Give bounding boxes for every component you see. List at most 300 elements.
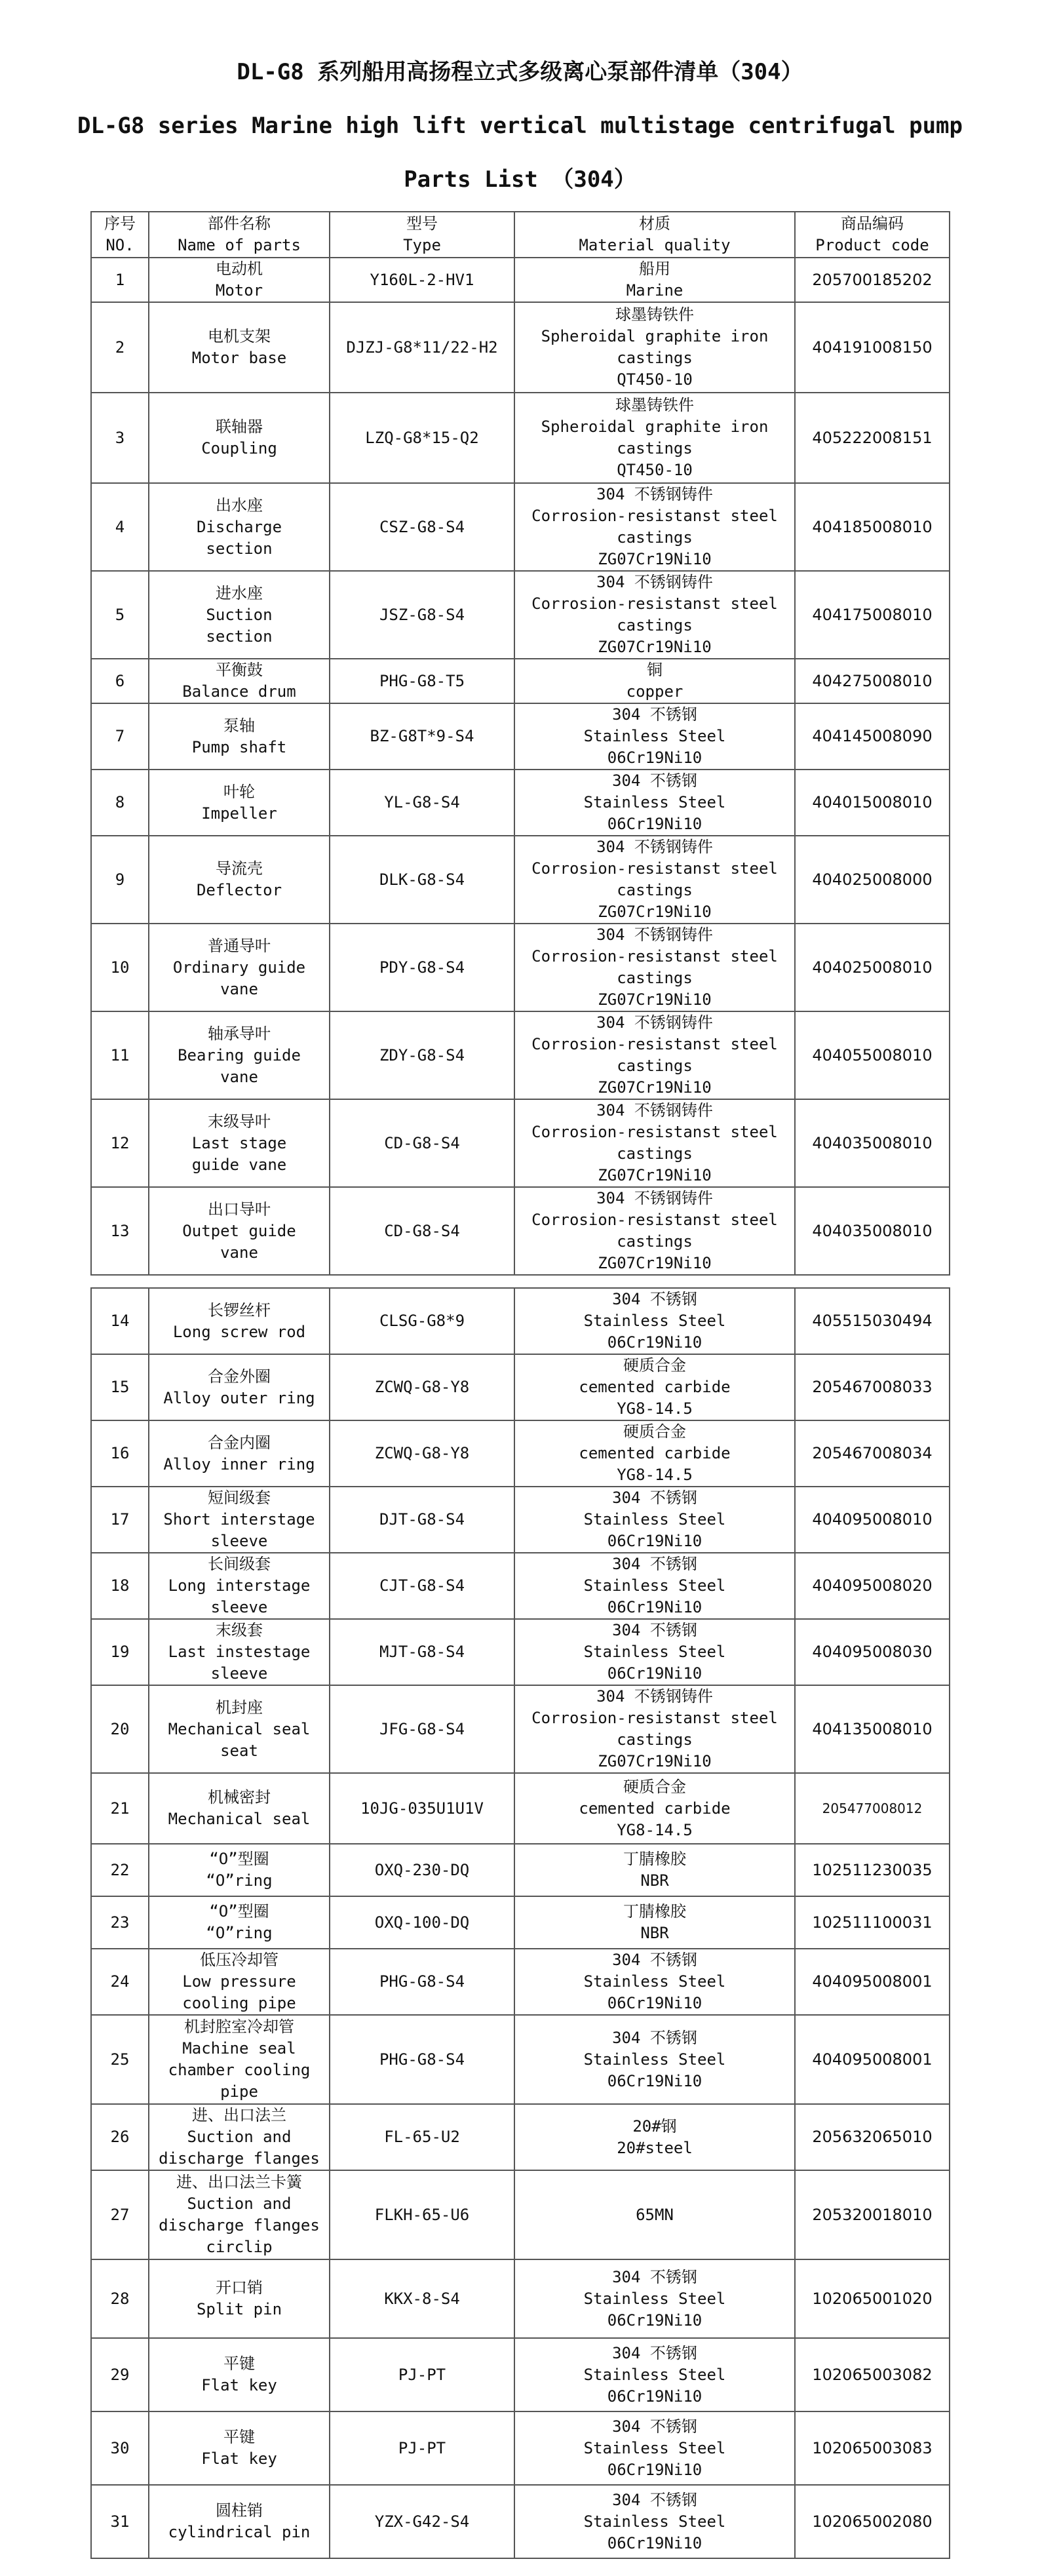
cell-name xyxy=(149,1949,330,2015)
cell-material-line: 304 不锈钢 xyxy=(612,1489,697,1507)
cell-material-line: 丁腈橡胶 xyxy=(623,1902,686,1921)
cell-type: PDY-G8-S4 xyxy=(330,924,514,1011)
cell-name xyxy=(149,2485,330,2558)
cell-type: ZCWQ-G8-Y8 xyxy=(330,1354,514,1420)
cell-name-line: 合金内圈 xyxy=(208,1433,271,1452)
cell-material-line: ZG07Cr19Ni10 xyxy=(598,1752,712,1770)
cell-no: 16 xyxy=(91,1420,149,1487)
cell-material-line: castings xyxy=(617,1057,693,1075)
cell-material xyxy=(514,1288,795,1354)
cell-material-line: Stainless Steel xyxy=(583,1576,726,1595)
cell-name-line: 机械密封 xyxy=(208,1788,271,1806)
cell-code: 205320018010 xyxy=(795,2170,950,2259)
cell-name-line: Machine seal xyxy=(182,2039,296,2058)
table-row xyxy=(91,836,950,924)
cell-name-line: seat xyxy=(220,1741,258,1760)
cell-no: 28 xyxy=(91,2259,149,2338)
cell-code: 102511230035 xyxy=(795,1844,950,1896)
cell-name xyxy=(149,2170,330,2259)
cell-code: 404015008010 xyxy=(795,770,950,836)
cell-name-line: 机封腔室冷却管 xyxy=(184,2018,294,2036)
cell-type: FL-65-U2 xyxy=(330,2104,514,2170)
cell-code: 205467008034 xyxy=(795,1420,950,1487)
cell-material-line: 06Cr19Ni10 xyxy=(607,815,703,833)
cell-material-line: castings xyxy=(617,1730,693,1749)
header-material xyxy=(514,212,795,258)
cell-material-line: castings xyxy=(617,1144,693,1163)
cell-no: 2 xyxy=(91,302,149,393)
cell-material xyxy=(514,1619,795,1685)
cell-material-line: Corrosion-resistanst steel xyxy=(531,1211,778,1229)
cell-material-line: Stainless Steel xyxy=(583,727,726,745)
cell-name-line: 出水座 xyxy=(216,496,263,515)
cell-material-line: Stainless Steel xyxy=(583,1312,726,1330)
cell-type: LZQ-G8*15-Q2 xyxy=(330,393,514,483)
cell-name-line: “O”ring xyxy=(206,1924,273,1942)
cell-no: 21 xyxy=(91,1773,149,1844)
cell-no: 9 xyxy=(91,836,149,924)
table-row xyxy=(91,924,950,1011)
cell-material-line: 06Cr19Ni10 xyxy=(607,2071,703,2090)
cell-material-line: 06Cr19Ni10 xyxy=(607,2533,703,2552)
cell-material xyxy=(514,770,795,836)
cell-name-line: 进水座 xyxy=(216,583,263,602)
header-name xyxy=(149,212,330,258)
cell-no: 29 xyxy=(91,2338,149,2411)
cell-name-line: Alloy inner ring xyxy=(163,1454,315,1473)
cell-no: 6 xyxy=(91,659,149,703)
cell-name-line: Flat key xyxy=(201,2376,277,2394)
cell-material-line: 304 不锈钢 xyxy=(612,2267,697,2286)
header-code-zh: 商品编码 xyxy=(841,214,904,233)
table-row xyxy=(91,1553,950,1619)
cell-material-line: YG8-14.5 xyxy=(617,1820,693,1839)
cell-material-line: 304 不锈钢铸件 xyxy=(596,926,713,944)
cell-name-line: 末级导叶 xyxy=(208,1112,271,1131)
cell-name xyxy=(149,1844,330,1896)
cell-name-line: guide vane xyxy=(191,1155,287,1174)
cell-material-line: cemented carbide xyxy=(579,1444,731,1462)
cell-name-line: vane xyxy=(220,1243,258,1262)
cell-material-line: ZG07Cr19Ni10 xyxy=(598,990,712,1009)
cell-material-line: Stainless Steel xyxy=(583,793,726,811)
cell-name-line: 圆柱销 xyxy=(216,2501,263,2520)
header-no-zh: 序号 xyxy=(104,214,136,233)
cell-material-line: Stainless Steel xyxy=(583,1972,726,1991)
cell-code: 404135008010 xyxy=(795,1685,950,1773)
cell-type: DJT-G8-S4 xyxy=(330,1487,514,1553)
cell-material-line: NBR xyxy=(640,1924,669,1942)
cell-material-line: 06Cr19Ni10 xyxy=(607,1664,703,1683)
cell-material xyxy=(514,1685,795,1773)
cell-material-line: 06Cr19Ni10 xyxy=(607,1333,703,1352)
cell-no: 1 xyxy=(91,258,149,302)
cell-name-line: Discharge xyxy=(196,517,282,536)
cell-material-line: ZG07Cr19Ni10 xyxy=(598,1254,712,1272)
cell-type: ZCWQ-G8-Y8 xyxy=(330,1420,514,1487)
cell-name-line: chamber cooling xyxy=(168,2061,311,2079)
table-row xyxy=(91,1420,950,1487)
cell-material-line: 球墨铸铁件 xyxy=(615,305,694,324)
cell-code: 102065002080 xyxy=(795,2485,950,2558)
cell-material-line: YG8-14.5 xyxy=(617,1466,693,1484)
cell-name-line: Bearing guide xyxy=(178,1045,301,1064)
cell-material-line: Stainless Steel xyxy=(583,1643,726,1661)
cell-material xyxy=(514,1487,795,1553)
cell-no: 11 xyxy=(91,1011,149,1099)
cell-material-line: ZG07Cr19Ni10 xyxy=(598,1078,712,1097)
cell-name xyxy=(149,1553,330,1619)
cell-material-line: 06Cr19Ni10 xyxy=(607,1598,703,1616)
cell-no: 26 xyxy=(91,2104,149,2170)
cell-name-line: 平衡鼓 xyxy=(216,661,263,679)
cell-material-line: Stainless Steel xyxy=(583,2438,726,2457)
table-header-row xyxy=(91,212,950,258)
cell-code: 404025008010 xyxy=(795,924,950,1011)
cell-type: PHG-G8-S4 xyxy=(330,2015,514,2104)
cell-no: 15 xyxy=(91,1354,149,1420)
cell-no: 5 xyxy=(91,571,149,659)
cell-no: 18 xyxy=(91,1553,149,1619)
cell-name-line: discharge flanges xyxy=(159,2216,320,2234)
cell-material-line: castings xyxy=(617,349,693,367)
cell-type: 10JG-035U1U1V xyxy=(330,1773,514,1844)
cell-name-line: vane xyxy=(220,979,258,998)
cell-material xyxy=(514,1949,795,2015)
cell-name-line: 出口导叶 xyxy=(208,1200,271,1219)
cell-name-line: 长间级套 xyxy=(208,1555,271,1573)
cell-type: FLKH-65-U6 xyxy=(330,2170,514,2259)
cell-name xyxy=(149,2411,330,2485)
cell-type: YL-G8-S4 xyxy=(330,770,514,836)
cell-material-line: Stainless Steel xyxy=(583,2289,726,2308)
cell-name xyxy=(149,2259,330,2338)
table-row xyxy=(91,1896,950,1949)
cell-material-line: castings xyxy=(617,1232,693,1251)
cell-code: 404055008010 xyxy=(795,1011,950,1099)
cell-material xyxy=(514,2338,795,2411)
cell-name-line: Deflector xyxy=(196,881,282,899)
cell-material xyxy=(514,483,795,571)
cell-name-line: 叶轮 xyxy=(223,782,255,801)
header-material-zh: 材质 xyxy=(639,214,670,233)
cell-no: 3 xyxy=(91,393,149,483)
cell-name-line: cylindrical pin xyxy=(168,2523,311,2541)
cell-type: BZ-G8T*9-S4 xyxy=(330,703,514,770)
header-material-en: Material quality xyxy=(579,236,731,254)
cell-name xyxy=(149,1896,330,1949)
cell-material-line: ZG07Cr19Ni10 xyxy=(598,638,712,656)
cell-material xyxy=(514,659,795,703)
cell-material-line: Corrosion-resistanst steel xyxy=(531,859,778,878)
cell-material xyxy=(514,2411,795,2485)
cell-material-line: 硬质合金 xyxy=(623,1422,686,1441)
cell-type: JSZ-G8-S4 xyxy=(330,571,514,659)
cell-type: JFG-G8-S4 xyxy=(330,1685,514,1773)
cell-no: 12 xyxy=(91,1099,149,1187)
cell-name-line: 平键 xyxy=(223,2354,255,2373)
cell-name xyxy=(149,258,330,302)
cell-code: 404035008010 xyxy=(795,1187,950,1275)
cell-name xyxy=(149,1487,330,1553)
cell-type: MJT-G8-S4 xyxy=(330,1619,514,1685)
cell-material xyxy=(514,836,795,924)
cell-material-line: 304 不锈钢 xyxy=(612,2490,697,2509)
cell-type: DJZJ-G8*11/22-H2 xyxy=(330,302,514,393)
cell-material-line: Marine xyxy=(626,281,684,300)
cell-type: CD-G8-S4 xyxy=(330,1099,514,1187)
cell-material-line: 65MN xyxy=(636,2205,674,2224)
cell-name xyxy=(149,770,330,836)
cell-material-line: castings xyxy=(617,439,693,458)
cell-name xyxy=(149,393,330,483)
cell-material-line: Corrosion-resistanst steel xyxy=(531,947,778,966)
cell-material-line: 硬质合金 xyxy=(623,1777,686,1796)
cell-name-line: sleeve xyxy=(210,1598,268,1616)
table-row xyxy=(91,483,950,571)
table-row xyxy=(91,1685,950,1773)
cell-name xyxy=(149,1099,330,1187)
cell-name xyxy=(149,302,330,393)
cell-material-line: Corrosion-resistanst steel xyxy=(531,1123,778,1141)
cell-name xyxy=(149,1773,330,1844)
cell-no: 4 xyxy=(91,483,149,571)
cell-type: KKX-8-S4 xyxy=(330,2259,514,2338)
cell-material-line: 06Cr19Ni10 xyxy=(607,2311,703,2330)
cell-type: PJ-PT xyxy=(330,2411,514,2485)
table-row xyxy=(91,1949,950,2015)
cell-name-line: 联轴器 xyxy=(216,418,263,436)
cell-no: 27 xyxy=(91,2170,149,2259)
cell-code: 102065001020 xyxy=(795,2259,950,2338)
cell-type: Y160L-2-HV1 xyxy=(330,258,514,302)
cell-name-line: cooling pipe xyxy=(182,1994,296,2012)
cell-material xyxy=(514,571,795,659)
cell-name xyxy=(149,2338,330,2411)
cell-name-line: Outpet guide xyxy=(182,1221,296,1240)
cell-name xyxy=(149,2104,330,2170)
cell-name-line: “O”型圈 xyxy=(209,1850,269,1868)
cell-type: ZDY-G8-S4 xyxy=(330,1011,514,1099)
parts-table-2 xyxy=(90,1287,950,2559)
cell-material-line: 304 不锈钢 xyxy=(612,1555,697,1573)
cell-material xyxy=(514,1420,795,1487)
parts-table-1-body xyxy=(91,258,950,1275)
cell-name xyxy=(149,571,330,659)
cell-material-line: castings xyxy=(617,881,693,899)
cell-name xyxy=(149,659,330,703)
page-title-english: DL-G8 series Marine high lift vertical multistage centrifugal pump xyxy=(77,113,963,139)
cell-name-line: 进、出口法兰卡簧 xyxy=(176,2173,302,2191)
cell-material xyxy=(514,1187,795,1275)
cell-material xyxy=(514,1553,795,1619)
cell-code: 102065003082 xyxy=(795,2338,950,2411)
cell-material-line: Corrosion-resistanst steel xyxy=(531,1709,778,1727)
cell-material xyxy=(514,1354,795,1420)
cell-material-line: 304 不锈钢 xyxy=(612,2417,697,2436)
cell-material-line: 304 不锈钢铸件 xyxy=(596,1189,713,1207)
cell-code: 405515030494 xyxy=(795,1288,950,1354)
cell-material-line: 304 不锈钢铸件 xyxy=(596,485,713,503)
cell-name xyxy=(149,1288,330,1354)
table-row xyxy=(91,302,950,393)
cell-name-line: 导流壳 xyxy=(216,859,263,878)
table-row xyxy=(91,703,950,770)
cell-material-line: Stainless Steel xyxy=(583,2365,726,2384)
table-row xyxy=(91,2104,950,2170)
cell-name-line: pipe xyxy=(220,2082,258,2101)
cell-name-line: section xyxy=(206,539,273,558)
cell-material-line: 20#钢 xyxy=(632,2117,677,2136)
cell-name-line: Motor xyxy=(215,281,263,300)
page-subtitle-english: Parts List （304） xyxy=(404,166,636,193)
cell-type: CJT-G8-S4 xyxy=(330,1553,514,1619)
cell-material xyxy=(514,1896,795,1949)
cell-name-line: Suction and xyxy=(187,2195,292,2213)
cell-name-line: Motor base xyxy=(191,349,287,367)
table-row xyxy=(91,1773,950,1844)
cell-material-line: 06Cr19Ni10 xyxy=(607,2387,703,2406)
cell-material-line: 06Cr19Ni10 xyxy=(607,2460,703,2479)
cell-material xyxy=(514,924,795,1011)
cell-code: 404185008010 xyxy=(795,483,950,571)
cell-material-line: NBR xyxy=(640,1871,669,1890)
cell-material-line: Stainless Steel xyxy=(583,2050,726,2069)
cell-name xyxy=(149,1619,330,1685)
header-name-zh: 部件名称 xyxy=(208,214,271,233)
cell-name-line: sleeve xyxy=(210,1532,268,1550)
cell-no: 8 xyxy=(91,770,149,836)
cell-material-line: castings xyxy=(617,616,693,634)
cell-name-line: 电动机 xyxy=(216,260,263,278)
cell-material-line: 20#steel xyxy=(617,2138,693,2157)
cell-no: 25 xyxy=(91,2015,149,2104)
cell-name-line: 机封座 xyxy=(216,1698,263,1717)
cell-material-line: 304 不锈钢铸件 xyxy=(596,573,713,591)
cell-name-line: “O”ring xyxy=(206,1871,273,1890)
cell-code: 404095008001 xyxy=(795,2015,950,2104)
table-row xyxy=(91,2259,950,2338)
cell-no: 24 xyxy=(91,1949,149,2015)
cell-material xyxy=(514,2170,795,2259)
cell-material xyxy=(514,2485,795,2558)
cell-type: OXQ-230-DQ xyxy=(330,1844,514,1896)
parts-table-2-body xyxy=(91,1288,950,2558)
cell-type: CSZ-G8-S4 xyxy=(330,483,514,571)
cell-code: 404175008010 xyxy=(795,571,950,659)
cell-material-line: Corrosion-resistanst steel xyxy=(531,595,778,613)
header-code-en: Product code xyxy=(815,236,929,254)
cell-code: 404275008010 xyxy=(795,659,950,703)
cell-material-line: 硬质合金 xyxy=(623,1356,686,1375)
cell-material-line: YG8-14.5 xyxy=(617,1399,693,1418)
cell-material-line: 304 不锈钢铸件 xyxy=(596,1013,713,1032)
cell-type: PHG-G8-S4 xyxy=(330,1949,514,2015)
table-row xyxy=(91,258,950,302)
cell-name-line: 电机支架 xyxy=(208,327,271,345)
cell-material-line: 304 不锈钢 xyxy=(612,2343,697,2362)
cell-name-line: discharge flanges xyxy=(159,2149,320,2168)
cell-name-line: Flat key xyxy=(201,2449,277,2468)
cell-material-line: Stainless Steel xyxy=(583,2512,726,2531)
cell-name-line: Split pin xyxy=(196,2300,282,2318)
table-row xyxy=(91,2170,950,2259)
cell-code: 405222008151 xyxy=(795,393,950,483)
table-row xyxy=(91,1844,950,1896)
header-type-zh: 型号 xyxy=(406,214,438,233)
table-row xyxy=(91,1187,950,1275)
cell-name-line: sleeve xyxy=(210,1664,268,1683)
table-row xyxy=(91,1487,950,1553)
cell-material-line: castings xyxy=(617,969,693,987)
cell-material-line: 球墨铸铁件 xyxy=(615,396,694,414)
cell-name-line: Pump shaft xyxy=(191,737,287,756)
cell-no: 19 xyxy=(91,1619,149,1685)
table-row xyxy=(91,571,950,659)
cell-material xyxy=(514,1099,795,1187)
cell-material-line: Spheroidal graphite iron xyxy=(541,327,769,345)
cell-code: 205467008033 xyxy=(795,1354,950,1420)
cell-no: 13 xyxy=(91,1187,149,1275)
cell-code: 404095008020 xyxy=(795,1553,950,1619)
cell-material-line: 304 不锈钢铸件 xyxy=(596,1687,713,1706)
cell-material xyxy=(514,1844,795,1896)
table-row xyxy=(91,1619,950,1685)
cell-code: 404191008150 xyxy=(795,302,950,393)
cell-name-line: Low pressure xyxy=(182,1972,296,1991)
cell-code: 102511100031 xyxy=(795,1896,950,1949)
cell-name-line: Short interstage xyxy=(163,1510,315,1529)
cell-material xyxy=(514,393,795,483)
cell-code: 404095008030 xyxy=(795,1619,950,1685)
cell-material-line: 304 不锈钢 xyxy=(612,771,697,790)
cell-material-line: copper xyxy=(626,682,684,701)
cell-material-line: 铜 xyxy=(647,661,663,679)
cell-name-line: “O”型圈 xyxy=(209,1902,269,1921)
header-no xyxy=(91,212,149,258)
table-row xyxy=(91,1354,950,1420)
cell-name-line: Ordinary guide xyxy=(172,958,306,977)
cell-type: CD-G8-S4 xyxy=(330,1187,514,1275)
cell-type: DLK-G8-S4 xyxy=(330,836,514,924)
cell-code: 205700185202 xyxy=(795,258,950,302)
cell-name xyxy=(149,924,330,1011)
cell-name-line: 普通导叶 xyxy=(208,936,271,955)
cell-material-line: 304 不锈钢 xyxy=(612,1951,697,1969)
page-title-chinese: DL-G8 系列船用高扬程立式多级离心泵部件清单（304） xyxy=(237,59,803,85)
cell-material-line: 304 不锈钢 xyxy=(612,1290,697,1308)
cell-material xyxy=(514,302,795,393)
cell-material-line: 船用 xyxy=(639,260,670,278)
cell-name-line: section xyxy=(206,627,273,646)
cell-material-line: 304 不锈钢 xyxy=(612,705,697,724)
cell-code: 205632065010 xyxy=(795,2104,950,2170)
cell-material xyxy=(514,703,795,770)
cell-name-line: Suction and xyxy=(187,2128,292,2146)
cell-material xyxy=(514,1773,795,1844)
cell-material-line: cemented carbide xyxy=(579,1799,731,1818)
cell-name-line: Mechanical seal xyxy=(168,1810,311,1828)
cell-material xyxy=(514,2259,795,2338)
cell-name-line: 低压冷却管 xyxy=(200,1951,279,1969)
cell-name-line: Coupling xyxy=(201,439,277,458)
table-row xyxy=(91,2411,950,2485)
table-row xyxy=(91,770,950,836)
cell-name-line: vane xyxy=(220,1067,258,1086)
cell-type: PJ-PT xyxy=(330,2338,514,2411)
cell-material xyxy=(514,1011,795,1099)
table-row xyxy=(91,2338,950,2411)
